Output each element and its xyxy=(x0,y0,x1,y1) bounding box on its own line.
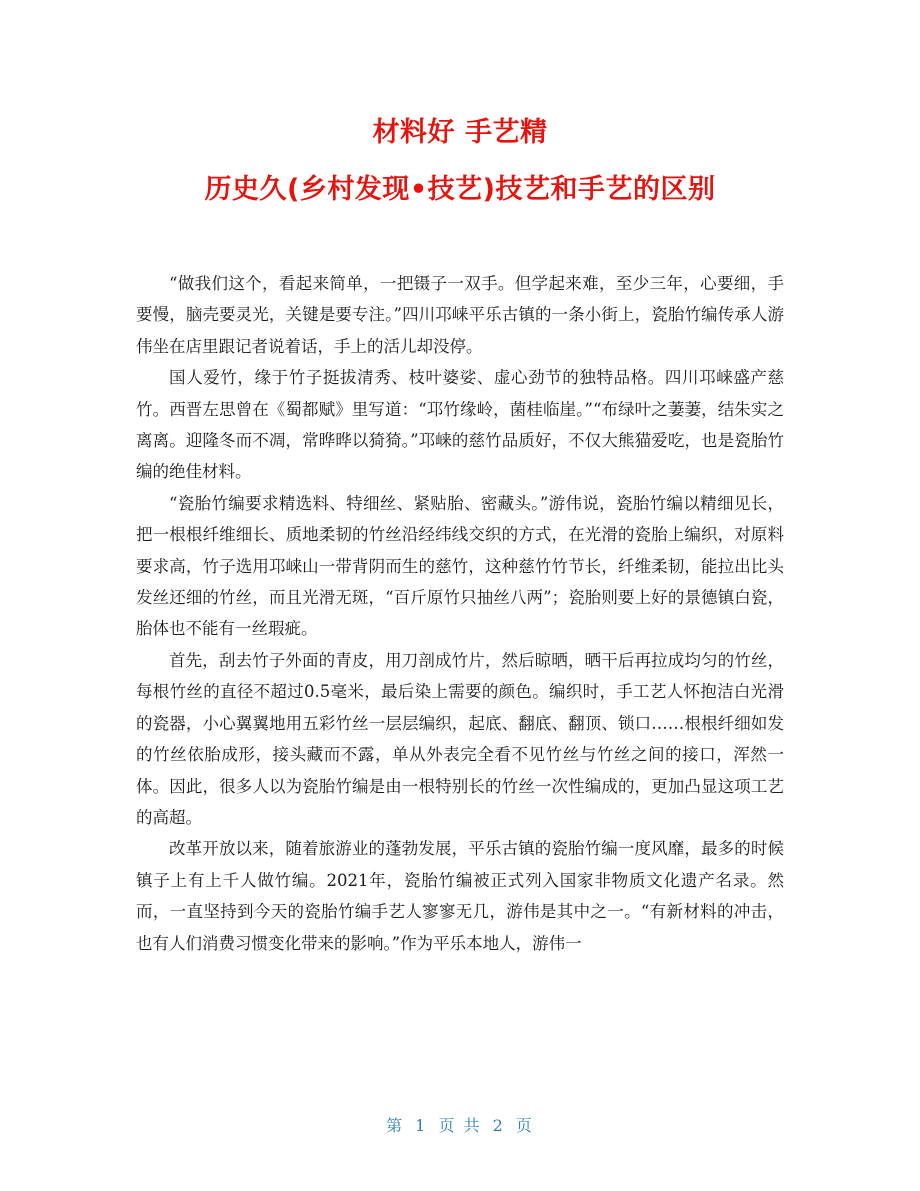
document-title-line-1: 材料好 手艺精 xyxy=(372,117,548,148)
document-title-line-2: 历史久(乡村发现•技艺)技艺和手艺的区别 xyxy=(204,174,716,205)
paragraph: 首先，刮去竹子外面的青皮，用刀剖成竹片，然后晾晒，晒干后再拉成均匀的竹丝，每根竹丝的直径不超过0.5毫米，最后染上需要的颜色。编织时，手工艺人怀抱洁白光滑的瓷器，小心翼翼地用五彩竹丝一层层编织，起底、翻底、翻顶、锁口……根根纤细如发的竹丝依胎成形，接头藏而不露，单从外表完全看不见竹丝与竹丝之间的接口，浑然一体。因此，很多人以为瓷胎竹编是由一根特别长的竹丝一次性编成的，更加凸显这项工艺的高超。 xyxy=(136,650,784,827)
current-page-number: 1 xyxy=(415,1116,428,1135)
paragraph: “瓷胎竹编要求精选料、特细丝、紧贴胎、密藏头。”游伟说，瓷胎竹编以精细见长，把一根根纤维细长、质地柔韧的竹丝沿经纬线交织的方式，在光滑的瓷胎上编织，对原料要求高，竹子选用邛崃山一带背阴而生的慈竹，这种慈竹竹节长，纤维柔韧，能拉出比头发丝还细的竹丝，而且光滑无斑，“百斤原竹只抽丝八两”；瓷胎则要上好的景德镇白瓷，胎体也不能有一丝瑕疵。 xyxy=(136,493,784,639)
page-number-footer xyxy=(0,1113,920,1136)
page-label-mid: 页 共 xyxy=(438,1116,482,1135)
paragraph: 国人爱竹，缘于竹子挺拔清秀、枝叶婆娑、虚心劲节的独特品格。四川邛崃盛产慈竹。西晋左思曾在《蜀都赋》里写道：“邛竹缘岭，菌桂临崖。”“布绿叶之萋萋，结朱实之离离。迎隆冬而不凋，常晔晔以猗猗。”邛崃的慈竹品质好，不仅大熊猫爱吃，也是瓷胎竹编的绝佳材料。 xyxy=(136,368,784,482)
page-label-suffix: 页 xyxy=(515,1116,534,1135)
page-label-prefix: 第 xyxy=(386,1116,405,1135)
paragraph: 改革开放以来，随着旅游业的蓬勃发展，平乐古镇的瓷胎竹编一度风靡，最多的时候镇子上有上千人做竹编。2021年，瓷胎竹编被正式列入国家非物质文化遗产名录。然而，一直坚持到今天的瓷胎竹编手艺人寥寥无几，游伟是其中之一。“有新材料的冲击，也有人们消费习惯变化带来的影响。”作为平乐本地人，游伟一 xyxy=(136,839,784,953)
document-body xyxy=(136,268,784,959)
total-pages-number: 2 xyxy=(492,1116,505,1135)
paragraph: “做我们这个，看起来简单，一把镊子一双手。但学起来难，至少三年，心要细，手要慢，脑壳要灵光，关键是要专注。”四川邛崃平乐古镇的一条小街上，瓷胎竹编传承人游伟坐在店里跟记者说着话，手上的活儿却没停。 xyxy=(136,274,784,356)
